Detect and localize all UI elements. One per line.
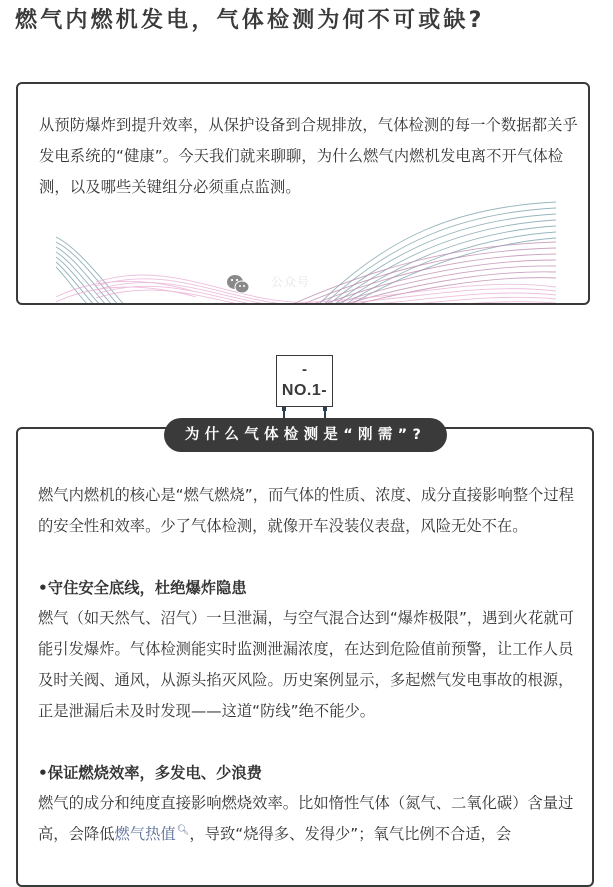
- badge-number: NO.1-: [281, 382, 328, 399]
- section-paragraph: 燃气内燃机的核心是“燃气燃烧”，而气体的性质、浓度、成分直接影响整个过程的安全性和效率。少了气体检测，就像开车没装仪表盘，风险无处不在。: [38, 486, 574, 535]
- section-number-badge: [276, 355, 333, 407]
- section-1-body: [38, 480, 578, 850]
- search-term-link[interactable]: 燃气热值: [114, 825, 176, 843]
- subsection-text-efficiency: [38, 788, 578, 850]
- badge-dash: -: [302, 361, 307, 378]
- subsection-text-safety: 燃气（如天然气、沼气）一旦泄漏，与空气混合达到“爆炸极限”，遇到火花就可能引发爆炸。气体检测能实时监测泄漏浓度，在达到危险值前预警，让工作人员及时关阀、通风，从源头掐灭风险。历史案例显示，多起燃气发电事故的根源，正是泄漏后未及时发现——这道“防线”绝不能少。: [38, 609, 574, 720]
- text-after-link: ，导致“烧得多、发得少”；氧气比例不合适，会: [189, 825, 512, 843]
- section-heading: 为什么气体检测是“刚需”?: [164, 418, 447, 452]
- subsection-heading-safety: •守住安全底线，杜绝爆炸隐患: [38, 579, 247, 597]
- text-before-link: 燃气的成分和纯度直接影响燃烧效率。比如惰性气体（氮气、二氧化碳）含量过高，会降低: [38, 794, 574, 843]
- search-icon[interactable]: 🔍︎: [176, 824, 190, 836]
- wechat-icon: [226, 274, 250, 294]
- watermark-text: 公众号: [271, 275, 311, 289]
- subsection-heading-efficiency: •保证燃烧效率，多发电、少浪费: [38, 764, 262, 782]
- page-title: 燃气内燃机发电，气体检测为何不可或缺?: [15, 8, 485, 33]
- intro-card: [16, 82, 590, 305]
- intro-paragraph: 从预防爆炸到提升效率，从保护设备到合规排放，气体检测的每一个数据都关乎发电系统的“健康”。今天我们就来聊聊，为什么燃气内燃机发电离不开气体检测，以及哪些关键组分必须重点监测。: [39, 116, 578, 196]
